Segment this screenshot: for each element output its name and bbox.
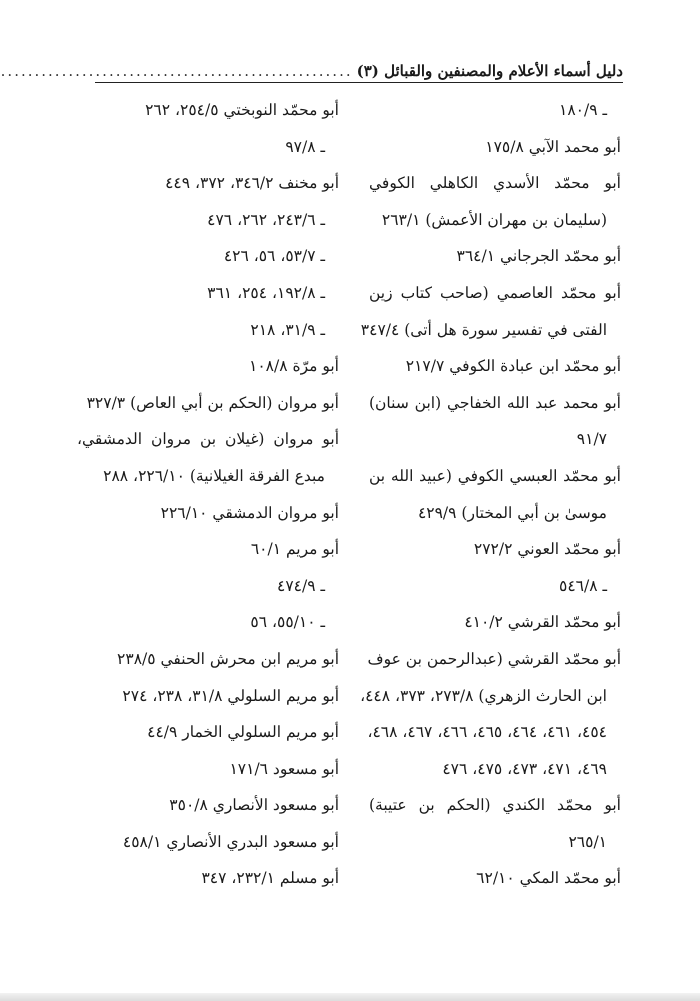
index-entry: أبو محمّد العاصمي (صاحب كتاب زين	[369, 283, 621, 302]
index-entry: أبو محمد الآبي ١٧٥/٨	[485, 137, 621, 156]
index-entry: أبو مروان (غيلان بن مروان الدمشقي،	[77, 430, 339, 449]
index-entry: أبو مروان (الحكم بن أبي العاص) ٣٢٧/٣	[86, 393, 339, 412]
index-entry: أبو مسعود ١٧١/٦	[229, 759, 339, 778]
index-entry: أبو مرّة ١٠٨/٨	[249, 357, 339, 376]
index-entry: أبو محمّد ابن عبادة الكوفي ٢١٧/٧	[405, 357, 621, 376]
index-entry: أبو مريم ابن محرش الحنفي ٢٣٨/٥	[117, 649, 339, 668]
index-entry: أبو مريم السلولي ٣١/٨، ٢٣٨، ٢٧٤	[122, 686, 339, 705]
index-entry: أبو محمّد العوني ٢٧٢/٢	[473, 540, 621, 559]
index-entry-continuation: موسىٰ بن أبي المختار) ٤٢٩/٩	[417, 503, 607, 522]
index-entry-continuation: ـ ١٨٠/٩	[559, 101, 607, 119]
index-entry-continuation: ـ ١٩٢/٨، ٢٥٤، ٣٦١	[207, 283, 325, 302]
index-entry: أبو محمد عبد الله الخفاجي (ابن سنان)	[369, 393, 621, 412]
index-entry: أبو مسعود الأنصاري ٣٥٠/٨	[169, 796, 339, 815]
index-entry: أبو محمّد الكندي (الحكم بن عتيبة)	[369, 796, 621, 815]
index-entry-continuation: ـ ٣١/٩، ٢١٨	[250, 320, 325, 339]
index-entry: أبو محمّد القرشي ٤١٠/٢	[464, 613, 621, 632]
index-entry-continuation: ٩١/٧	[576, 430, 607, 449]
index-entry-continuation: مبدع الفرقة الغيلانية) ٢٢٦/١٠، ٢٨٨	[103, 466, 325, 485]
index-entry: أبو مريم ٦٠/١	[250, 540, 339, 559]
index-entry: أبو محمّد القرشي (عبدالرحمن بن عوف	[367, 649, 621, 668]
index-entry-continuation: ـ ٥٤٦/٨	[559, 576, 607, 595]
index-entry: أبو محمّد الأسدي الكاهلي الكوفي	[369, 174, 621, 193]
index-entry: أبو مسعود البدري الأنصاري ٤٥٨/١	[122, 832, 339, 851]
index-entry: أبو محمّد الجرجاني ٣٦٤/١	[456, 247, 621, 266]
index-entry-continuation: ـ ٤٧٤/٩	[277, 576, 325, 595]
index-entry-continuation: ابن الحارث الزهري) ٢٧٣/٨، ٣٧٣، ٤٤٨،	[360, 686, 607, 705]
index-entry: أبو مسلم ٢٣٢/١، ٣٤٧	[201, 869, 339, 888]
index-column-right	[360, 92, 621, 897]
index-column-left	[77, 92, 339, 897]
header-rule	[95, 82, 623, 83]
index-entry-continuation: ـ ٩٧/٨	[285, 137, 325, 156]
index-entry-continuation: ٤٥٤، ٤٦١، ٤٦٤، ٤٦٥، ٤٦٦، ٤٦٧، ٤٦٨،	[367, 723, 607, 742]
index-entry-continuation: ٢٦٥/١	[568, 832, 607, 851]
index-entry-continuation: (سليمان بن مهران الأعمش) ٢٦٣/١	[381, 210, 607, 229]
page-bottom-edge	[0, 993, 700, 1001]
index-entry-continuation: ـ ٢٤٣/٦، ٢٦٢، ٤٧٦	[207, 210, 325, 229]
index-entry: أبو محمّد العبسي الكوفي (عبيد الله بن	[369, 466, 621, 485]
index-entry-continuation: ٤٦٩، ٤٧١، ٤٧٣، ٤٧٥، ٤٧٦	[442, 759, 607, 778]
running-header	[95, 54, 623, 80]
leader-dots	[0, 62, 353, 80]
index-entry: أبو مروان الدمشقي ٢٢٦/١٠	[160, 503, 339, 522]
index-entry: أبو محمّد النوبختي ٢٥٤/٥، ٢٦٢	[145, 101, 339, 119]
index-entry-continuation: الفتى في تفسير سورة هل أتى) ٣٤٧/٤	[360, 320, 607, 339]
index-entry: أبو مريم السلولي الخمار ٤٤/٩	[147, 723, 339, 742]
running-title: دليل أسماء الأعلام والمصنفين والقبائل (٣)	[356, 62, 623, 80]
index-entry: أبو محمّد المكي ٦٢/١٠	[476, 869, 621, 888]
index-entry: أبو مخنف ٣٤٦/٢، ٣٧٢، ٤٤٩	[165, 174, 339, 193]
index-entry-continuation: ـ ٥٥/١٠، ٥٦	[250, 613, 325, 632]
index-entry-continuation: ـ ٥٣/٧، ٥٦، ٤٢٦	[223, 247, 325, 266]
